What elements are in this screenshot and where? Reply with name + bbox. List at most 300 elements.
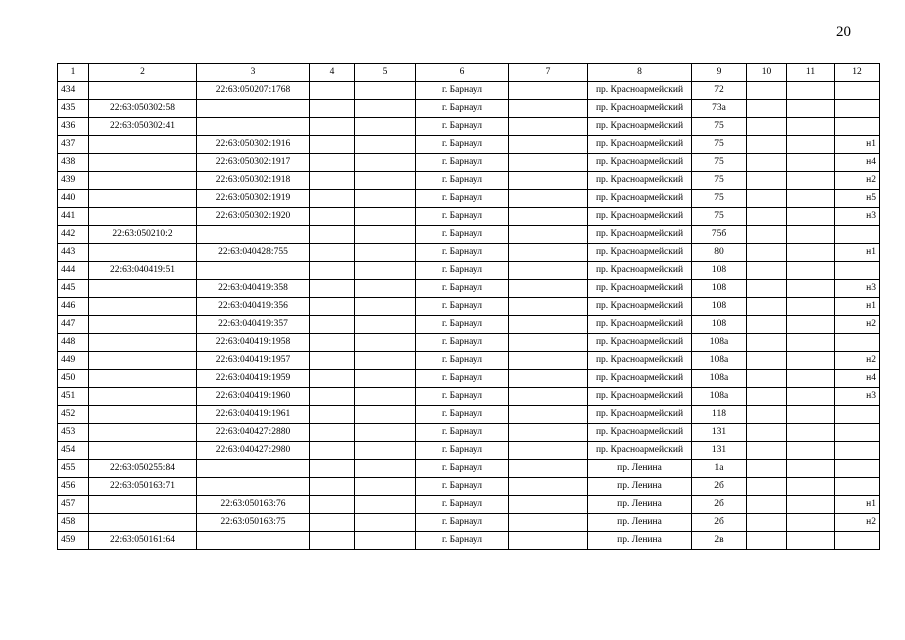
table-cell-col-12: н1 — [835, 298, 880, 316]
table-cell-col-11 — [787, 514, 835, 532]
table-cell-col-5 — [355, 514, 416, 532]
table-cell-col-5 — [355, 82, 416, 100]
table-cell-col-8: пр. Красноармейский — [588, 190, 692, 208]
table-cell-col-12 — [835, 478, 880, 496]
table-cell-col-12 — [835, 226, 880, 244]
table-cell-col-12: н1 — [835, 244, 880, 262]
table-row — [58, 514, 880, 532]
table-cell-col-8: пр. Красноармейский — [588, 172, 692, 190]
table-cell-col-3: 22:63:040419:356 — [197, 298, 310, 316]
table-cell-col-9: 75 — [692, 118, 747, 136]
table-cell-col-3: 22:63:050302:1918 — [197, 172, 310, 190]
table-cell-col-3: 22:63:040428:755 — [197, 244, 310, 262]
table-cell-col-7 — [509, 424, 588, 442]
table-cell-col-10 — [747, 334, 787, 352]
table-cell-col-9: 2б — [692, 478, 747, 496]
table-cell-col-2 — [89, 154, 197, 172]
table-cell-col-11 — [787, 478, 835, 496]
table-cell-col-7 — [509, 334, 588, 352]
table-cell-col-5 — [355, 532, 416, 550]
table-row — [58, 190, 880, 208]
table-cell-col-7 — [509, 100, 588, 118]
table-cell-col-10 — [747, 406, 787, 424]
table-cell-col-9: 108а — [692, 370, 747, 388]
column-header-8: 8 — [588, 64, 692, 82]
table-cell-col-10 — [747, 118, 787, 136]
table-cell-col-3 — [197, 460, 310, 478]
table-cell-col-11 — [787, 352, 835, 370]
table-cell-col-6: г. Барнаул — [416, 154, 509, 172]
table-cell-col-4 — [310, 244, 355, 262]
table-cell-col-8: пр. Красноармейский — [588, 136, 692, 154]
table-cell-col-9: 75 — [692, 172, 747, 190]
column-header-2: 2 — [89, 64, 197, 82]
table-cell-col-8: пр. Красноармейский — [588, 118, 692, 136]
table-cell-col-5 — [355, 280, 416, 298]
table-cell-col-4 — [310, 370, 355, 388]
column-header-4: 4 — [310, 64, 355, 82]
table-cell-col-6: г. Барнаул — [416, 172, 509, 190]
table-cell-col-2 — [89, 136, 197, 154]
table-cell-col-2 — [89, 388, 197, 406]
table-cell-col-10 — [747, 298, 787, 316]
table-cell-col-5 — [355, 136, 416, 154]
column-header-5: 5 — [355, 64, 416, 82]
table-cell-col-1: 455 — [58, 460, 89, 478]
table-cell-col-11 — [787, 334, 835, 352]
table-row — [58, 226, 880, 244]
table-cell-col-6: г. Барнаул — [416, 424, 509, 442]
table-cell-col-6: г. Барнаул — [416, 352, 509, 370]
table-row — [58, 100, 880, 118]
table-cell-col-8: пр. Ленина — [588, 532, 692, 550]
table-cell-col-11 — [787, 388, 835, 406]
table-cell-col-5 — [355, 298, 416, 316]
table-cell-col-11 — [787, 262, 835, 280]
table-cell-col-4 — [310, 388, 355, 406]
table-cell-col-10 — [747, 226, 787, 244]
table-cell-col-6: г. Барнаул — [416, 298, 509, 316]
table-cell-col-10 — [747, 136, 787, 154]
table-cell-col-2: 22:63:050255:84 — [89, 460, 197, 478]
table-row — [58, 244, 880, 262]
table-row — [58, 388, 880, 406]
table-cell-col-11 — [787, 226, 835, 244]
table-cell-col-3: 22:63:050207:1768 — [197, 82, 310, 100]
table-cell-col-7 — [509, 154, 588, 172]
column-header-1: 1 — [58, 64, 89, 82]
table-cell-col-9: 108 — [692, 316, 747, 334]
table-cell-col-9: 108а — [692, 388, 747, 406]
table-cell-col-3: 22:63:050163:76 — [197, 496, 310, 514]
table-cell-col-11 — [787, 82, 835, 100]
table-cell-col-4 — [310, 316, 355, 334]
table-cell-col-12: н3 — [835, 280, 880, 298]
table-cell-col-1: 450 — [58, 370, 89, 388]
table-cell-col-1: 440 — [58, 190, 89, 208]
table-cell-col-5 — [355, 244, 416, 262]
table-cell-col-12 — [835, 424, 880, 442]
table-cell-col-2 — [89, 316, 197, 334]
table-cell-col-10 — [747, 478, 787, 496]
table-cell-col-8: пр. Ленина — [588, 496, 692, 514]
table-cell-col-9: 131 — [692, 442, 747, 460]
table-cell-col-7 — [509, 280, 588, 298]
table-cell-col-7 — [509, 406, 588, 424]
table-cell-col-7 — [509, 244, 588, 262]
table-cell-col-10 — [747, 388, 787, 406]
table-cell-col-10 — [747, 316, 787, 334]
table-cell-col-9: 75 — [692, 154, 747, 172]
table-cell-col-5 — [355, 352, 416, 370]
table-cell-col-2: 22:63:050210:2 — [89, 226, 197, 244]
table-cell-col-2 — [89, 172, 197, 190]
table-cell-col-3 — [197, 532, 310, 550]
table-cell-col-10 — [747, 208, 787, 226]
table-row — [58, 442, 880, 460]
table-cell-col-11 — [787, 370, 835, 388]
table-cell-col-9: 118 — [692, 406, 747, 424]
table-cell-col-8: пр. Красноармейский — [588, 100, 692, 118]
table-cell-col-12: н2 — [835, 514, 880, 532]
table-cell-col-8: пр. Красноармейский — [588, 82, 692, 100]
table-cell-col-2 — [89, 82, 197, 100]
table-cell-col-5 — [355, 370, 416, 388]
table-cell-col-12: н3 — [835, 208, 880, 226]
table-cell-col-11 — [787, 442, 835, 460]
table-cell-col-1: 434 — [58, 82, 89, 100]
table-cell-col-9: 108а — [692, 334, 747, 352]
table-cell-col-10 — [747, 190, 787, 208]
table-cell-col-4 — [310, 208, 355, 226]
table-cell-col-5 — [355, 226, 416, 244]
table-cell-col-1: 438 — [58, 154, 89, 172]
table-cell-col-6: г. Барнаул — [416, 82, 509, 100]
table-cell-col-2 — [89, 424, 197, 442]
table-cell-col-2: 22:63:050163:71 — [89, 478, 197, 496]
table-cell-col-2 — [89, 514, 197, 532]
table-cell-col-10 — [747, 532, 787, 550]
table-cell-col-12 — [835, 262, 880, 280]
table-cell-col-3: 22:63:040419:1957 — [197, 352, 310, 370]
table-cell-col-2: 22:63:050302:58 — [89, 100, 197, 118]
table-cell-col-6: г. Барнаул — [416, 118, 509, 136]
column-header-9: 9 — [692, 64, 747, 82]
table-cell-col-6: г. Барнаул — [416, 190, 509, 208]
table-cell-col-3 — [197, 226, 310, 244]
table-cell-col-4 — [310, 172, 355, 190]
table-cell-col-3: 22:63:050302:1920 — [197, 208, 310, 226]
table-cell-col-11 — [787, 316, 835, 334]
table-cell-col-6: г. Барнаул — [416, 514, 509, 532]
table-cell-col-6: г. Барнаул — [416, 262, 509, 280]
table-cell-col-1: 442 — [58, 226, 89, 244]
table-cell-col-2 — [89, 442, 197, 460]
table-cell-col-8: пр. Красноармейский — [588, 424, 692, 442]
table-cell-col-1: 457 — [58, 496, 89, 514]
table-cell-col-4 — [310, 262, 355, 280]
table-cell-col-4 — [310, 334, 355, 352]
table-cell-col-12 — [835, 100, 880, 118]
table-cell-col-6: г. Барнаул — [416, 334, 509, 352]
table-cell-col-5 — [355, 442, 416, 460]
table-cell-col-10 — [747, 370, 787, 388]
table-cell-col-9: 1а — [692, 460, 747, 478]
table-cell-col-2 — [89, 280, 197, 298]
table-cell-col-5 — [355, 208, 416, 226]
table-cell-col-5 — [355, 316, 416, 334]
table-cell-col-8: пр. Красноармейский — [588, 316, 692, 334]
table-cell-col-6: г. Барнаул — [416, 316, 509, 334]
table-cell-col-2 — [89, 352, 197, 370]
table-cell-col-6: г. Барнаул — [416, 388, 509, 406]
table-cell-col-11 — [787, 136, 835, 154]
table-cell-col-1: 446 — [58, 298, 89, 316]
table-cell-col-7 — [509, 496, 588, 514]
table-cell-col-6: г. Барнаул — [416, 406, 509, 424]
table-cell-col-10 — [747, 442, 787, 460]
table-cell-col-3: 22:63:040419:1959 — [197, 370, 310, 388]
table-cell-col-4 — [310, 352, 355, 370]
table-cell-col-1: 454 — [58, 442, 89, 460]
table-cell-col-2 — [89, 244, 197, 262]
table-cell-col-6: г. Барнаул — [416, 442, 509, 460]
column-header-3: 3 — [197, 64, 310, 82]
table-cell-col-7 — [509, 370, 588, 388]
table-cell-col-1: 459 — [58, 532, 89, 550]
table-cell-col-1: 436 — [58, 118, 89, 136]
table-cell-col-11 — [787, 532, 835, 550]
table-cell-col-8: пр. Красноармейский — [588, 406, 692, 424]
table-cell-col-11 — [787, 280, 835, 298]
table-cell-col-11 — [787, 190, 835, 208]
table-cell-col-7 — [509, 118, 588, 136]
table-cell-col-3 — [197, 100, 310, 118]
table-cell-col-1: 453 — [58, 424, 89, 442]
table-row — [58, 136, 880, 154]
table-row — [58, 334, 880, 352]
table-cell-col-1: 435 — [58, 100, 89, 118]
table-cell-col-8: пр. Красноармейский — [588, 298, 692, 316]
table-cell-col-9: 73а — [692, 100, 747, 118]
table-cell-col-8: пр. Красноармейский — [588, 208, 692, 226]
table-cell-col-5 — [355, 424, 416, 442]
table-cell-col-1: 444 — [58, 262, 89, 280]
table-cell-col-4 — [310, 82, 355, 100]
table-cell-col-4 — [310, 154, 355, 172]
table-cell-col-9: 75 — [692, 136, 747, 154]
table-cell-col-9: 75 — [692, 208, 747, 226]
table-cell-col-9: 108 — [692, 262, 747, 280]
table-cell-col-12 — [835, 460, 880, 478]
table-cell-col-10 — [747, 244, 787, 262]
table-cell-col-3: 22:63:040419:357 — [197, 316, 310, 334]
table-cell-col-4 — [310, 298, 355, 316]
table-cell-col-12: н2 — [835, 316, 880, 334]
table-cell-col-12 — [835, 334, 880, 352]
table-cell-col-2 — [89, 190, 197, 208]
table-cell-col-12: н4 — [835, 154, 880, 172]
table-cell-col-3: 22:63:040427:2980 — [197, 442, 310, 460]
table-row — [58, 118, 880, 136]
table-cell-col-11 — [787, 298, 835, 316]
table-cell-col-10 — [747, 280, 787, 298]
column-header-12: 12 — [835, 64, 880, 82]
table-cell-col-4 — [310, 100, 355, 118]
table-cell-col-7 — [509, 352, 588, 370]
table-cell-col-10 — [747, 100, 787, 118]
table-cell-col-1: 458 — [58, 514, 89, 532]
table-cell-col-4 — [310, 496, 355, 514]
table-cell-col-8: пр. Красноармейский — [588, 226, 692, 244]
table-cell-col-1: 447 — [58, 316, 89, 334]
table-cell-col-8: пр. Красноармейский — [588, 262, 692, 280]
table-row — [58, 352, 880, 370]
table-cell-col-10 — [747, 82, 787, 100]
table-cell-col-2: 22:63:040419:51 — [89, 262, 197, 280]
table-cell-col-1: 449 — [58, 352, 89, 370]
table-row — [58, 406, 880, 424]
table-cell-col-3: 22:63:040419:1961 — [197, 406, 310, 424]
table-row — [58, 532, 880, 550]
table-cell-col-10 — [747, 424, 787, 442]
table-cell-col-7 — [509, 298, 588, 316]
table-cell-col-8: пр. Красноармейский — [588, 244, 692, 262]
table-row — [58, 478, 880, 496]
table-cell-col-12 — [835, 82, 880, 100]
table-cell-col-11 — [787, 424, 835, 442]
table-cell-col-11 — [787, 154, 835, 172]
table-cell-col-12: н2 — [835, 352, 880, 370]
table-cell-col-8: пр. Ленина — [588, 460, 692, 478]
table-cell-col-9: 75 — [692, 190, 747, 208]
table-cell-col-9: 2б — [692, 514, 747, 532]
table-cell-col-3 — [197, 118, 310, 136]
table-cell-col-5 — [355, 406, 416, 424]
table-cell-col-4 — [310, 424, 355, 442]
table-cell-col-7 — [509, 532, 588, 550]
table-cell-col-3 — [197, 262, 310, 280]
table-cell-col-11 — [787, 496, 835, 514]
table-cell-col-4 — [310, 190, 355, 208]
table-cell-col-4 — [310, 460, 355, 478]
table-cell-col-9: 2б — [692, 496, 747, 514]
table-cell-col-2 — [89, 406, 197, 424]
table-cell-col-12 — [835, 406, 880, 424]
table-cell-col-1: 452 — [58, 406, 89, 424]
table-cell-col-11 — [787, 460, 835, 478]
table-cell-col-1: 456 — [58, 478, 89, 496]
table-cell-col-7 — [509, 514, 588, 532]
table-cell-col-8: пр. Красноармейский — [588, 442, 692, 460]
table-cell-col-2 — [89, 496, 197, 514]
table-cell-col-5 — [355, 388, 416, 406]
table-cell-col-9: 80 — [692, 244, 747, 262]
table-row — [58, 208, 880, 226]
table-cell-col-4 — [310, 442, 355, 460]
table-cell-col-3: 22:63:050302:1919 — [197, 190, 310, 208]
table-cell-col-11 — [787, 208, 835, 226]
column-header-6: 6 — [416, 64, 509, 82]
table-cell-col-7 — [509, 442, 588, 460]
table-cell-col-10 — [747, 460, 787, 478]
table-row — [58, 424, 880, 442]
table-cell-col-2 — [89, 370, 197, 388]
table-row — [58, 370, 880, 388]
table-cell-col-4 — [310, 226, 355, 244]
table-cell-col-9: 75б — [692, 226, 747, 244]
table-cell-col-4 — [310, 478, 355, 496]
table-cell-col-10 — [747, 496, 787, 514]
table-cell-col-5 — [355, 190, 416, 208]
table-cell-col-10 — [747, 514, 787, 532]
table-cell-col-7 — [509, 136, 588, 154]
table-cell-col-4 — [310, 118, 355, 136]
table-row — [58, 460, 880, 478]
table-cell-col-7 — [509, 172, 588, 190]
table-cell-col-8: пр. Красноармейский — [588, 334, 692, 352]
table-cell-col-12: н4 — [835, 370, 880, 388]
table-cell-col-5 — [355, 172, 416, 190]
registry-table — [57, 63, 880, 550]
table-cell-col-3 — [197, 478, 310, 496]
table-cell-col-2: 22:63:050161:64 — [89, 532, 197, 550]
table-row — [58, 154, 880, 172]
table-cell-col-12: н5 — [835, 190, 880, 208]
table-cell-col-1: 443 — [58, 244, 89, 262]
table-cell-col-6: г. Барнаул — [416, 226, 509, 244]
table-cell-col-3: 22:63:040419:1958 — [197, 334, 310, 352]
column-header-10: 10 — [747, 64, 787, 82]
table-cell-col-6: г. Барнаул — [416, 208, 509, 226]
table-cell-col-4 — [310, 514, 355, 532]
table-cell-col-6: г. Барнаул — [416, 280, 509, 298]
table-cell-col-9: 72 — [692, 82, 747, 100]
table-cell-col-5 — [355, 334, 416, 352]
table-cell-col-3: 22:63:040419:358 — [197, 280, 310, 298]
table-row — [58, 316, 880, 334]
table-cell-col-4 — [310, 532, 355, 550]
table-cell-col-3: 22:63:050302:1917 — [197, 154, 310, 172]
table-cell-col-6: г. Барнаул — [416, 460, 509, 478]
table-cell-col-11 — [787, 244, 835, 262]
table-cell-col-6: г. Барнаул — [416, 478, 509, 496]
column-header-7: 7 — [509, 64, 588, 82]
table-cell-col-9: 131 — [692, 424, 747, 442]
table-cell-col-12 — [835, 532, 880, 550]
table-cell-col-7 — [509, 388, 588, 406]
table-cell-col-7 — [509, 226, 588, 244]
table-row — [58, 262, 880, 280]
table-cell-col-5 — [355, 460, 416, 478]
table-cell-col-7 — [509, 460, 588, 478]
table-cell-col-2 — [89, 208, 197, 226]
table-cell-col-9: 108 — [692, 280, 747, 298]
table-cell-col-8: пр. Красноармейский — [588, 352, 692, 370]
table-cell-col-9: 108 — [692, 298, 747, 316]
table-cell-col-12: н1 — [835, 496, 880, 514]
table-cell-col-10 — [747, 154, 787, 172]
table-row — [58, 298, 880, 316]
table-cell-col-8: пр. Красноармейский — [588, 370, 692, 388]
table-cell-col-1: 441 — [58, 208, 89, 226]
table-cell-col-10 — [747, 352, 787, 370]
table-body — [58, 82, 880, 550]
table-cell-col-8: пр. Красноармейский — [588, 154, 692, 172]
table-cell-col-5 — [355, 154, 416, 172]
column-header-11: 11 — [787, 64, 835, 82]
table-row — [58, 172, 880, 190]
